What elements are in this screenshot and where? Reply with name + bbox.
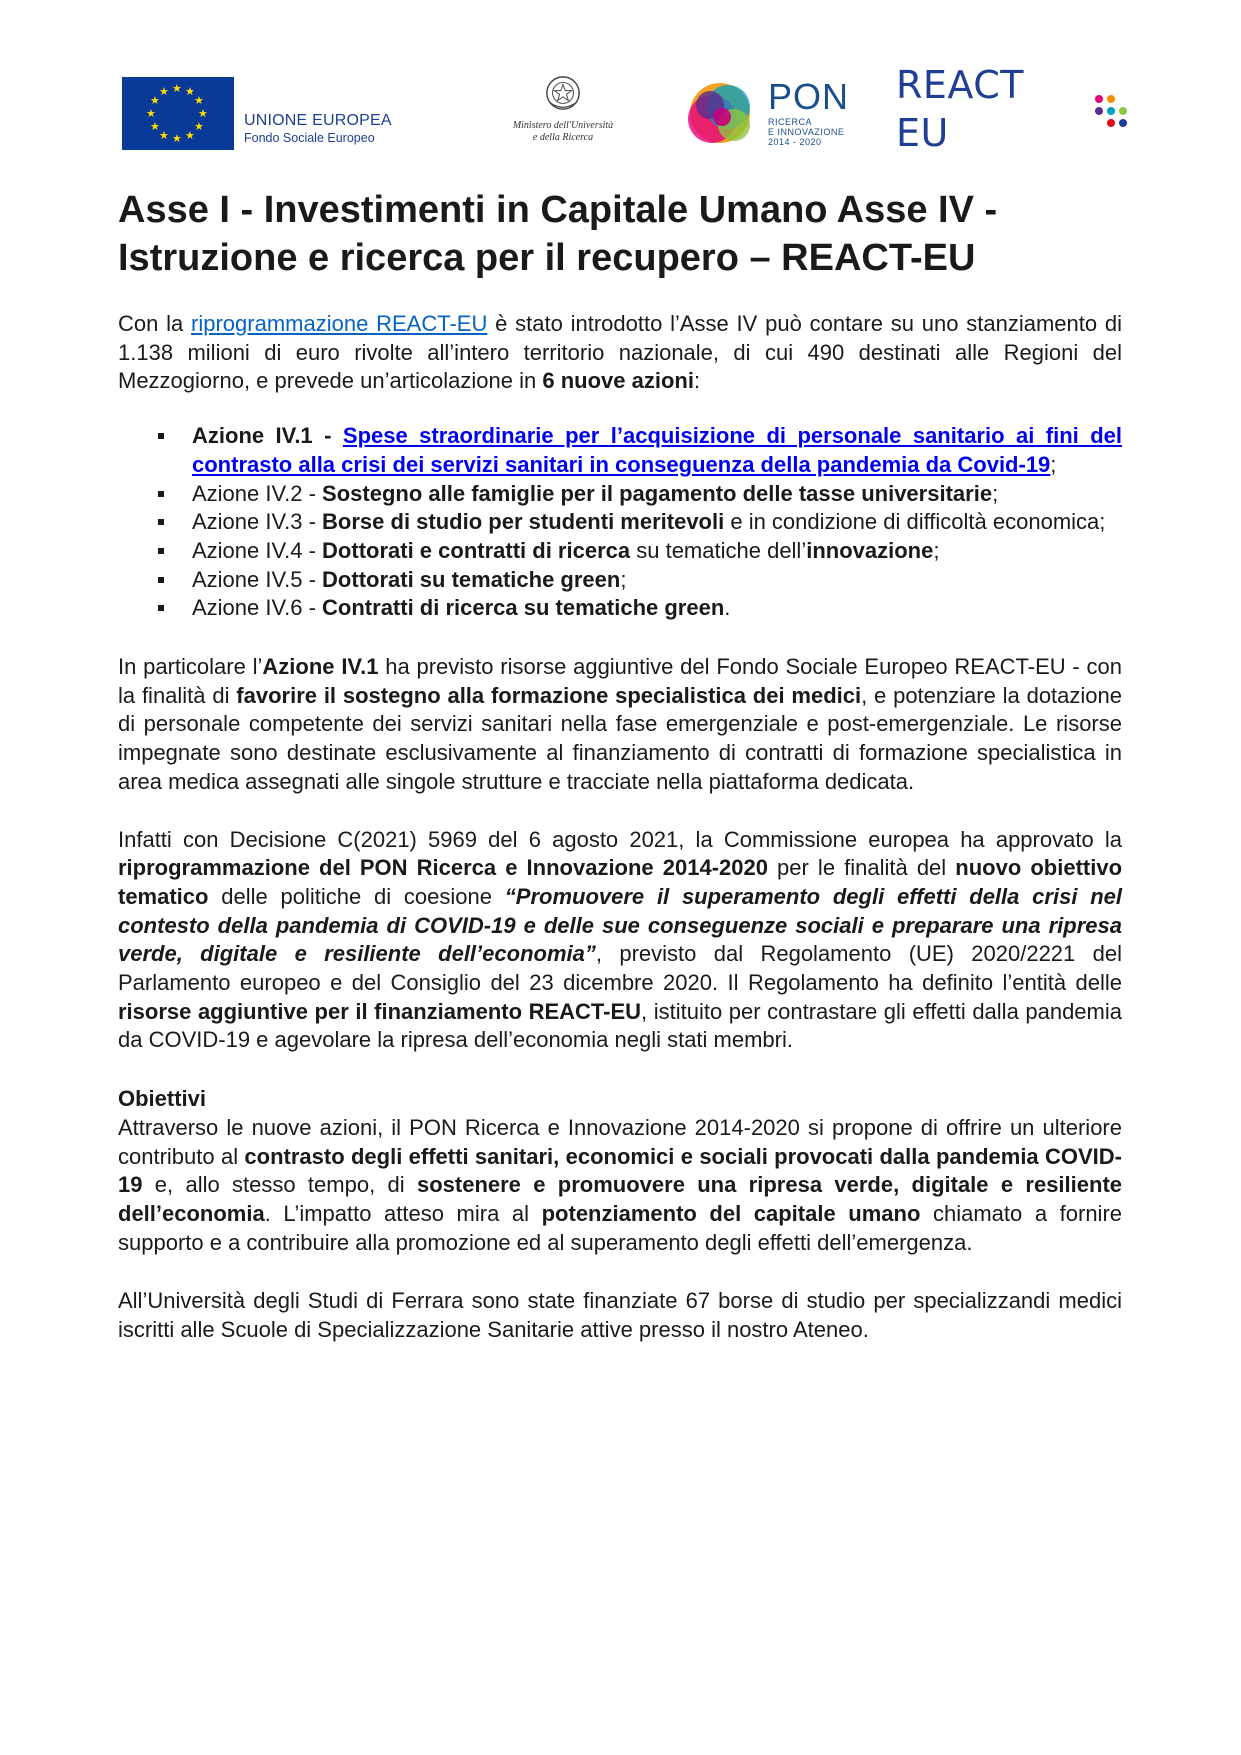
azione-title-2: innovazione [806,537,934,563]
azione-iv1-paragraph [118,653,1122,797]
azione-label: Azione IV.4 - [192,537,323,563]
list-item [192,480,1122,509]
azione-end: ; [933,537,940,563]
azione-end: ; [992,480,999,506]
azione-end: e in condizione di difficoltà economica; [724,509,1106,535]
azione-title: Dottorati e contratti di ricerca [322,537,631,563]
text-segment: ha previsto risorse aggiuntive del Fondo Sociale Europeo REACT-EU - con la finalità di [118,654,1122,708]
obiettivi-paragraph [118,1114,1122,1258]
bold-italic-quote: “Promuovere il superamento degli effetti della crisi nel contesto della pandemia di COVID-19 e delle sue conseguenze sociali e preparare una ripresa verde, digitale e resiliente dell’economia” [118,883,1122,967]
azione-mid: su tematiche dell’ [630,537,807,563]
decisione-paragraph [118,826,1122,1056]
pon-circles-icon [682,77,766,157]
intro-text-end: : [693,368,701,394]
pon-logo-line2: E INNOVAZIONE [768,127,845,137]
ferrara-paragraph: All’Università degli Studi di Ferrara sono state finanziate 67 borse di studio per specializzandi medici iscritti alle Scuole di Specializzazione Sanitarie attive presso il nostro Ateneo. [118,1288,1122,1343]
azione-label: Azione IV.6 - [192,595,323,621]
azione-iv1-link[interactable]: Spese straordinarie per l’acquisizione di personale sanitario ai fini del contrasto alla crisi dei servizi sanitari in conseguenza della pandemia da Covid-19 [192,423,1122,477]
azione-title: Sostegno alle famiglie per il pagamento delle tasse universitarie [322,480,993,506]
bold-segment: risorse aggiuntive per il finanziamento REACT-EU [118,998,642,1024]
azione-title: Dottorati su tematiche green [322,566,621,592]
bullet-icon [158,605,164,611]
react-eu-logo-text: REACT EU [896,63,1024,155]
text-segment: per le finalità del [767,855,956,881]
pon-logo [682,77,852,157]
ministry-logo-line2: e della Ricerca [532,132,594,143]
azione-label: Azione IV.1 - [192,423,343,449]
azione-title: Borse di studio per studenti meritevoli [322,509,725,535]
ministry-logo-line1: Ministero dell'Università [512,120,614,131]
azione-title: Contratti di ricerca su tematiche green [322,595,725,621]
text-segment: delle politiche di coesione [208,883,505,909]
bullet-icon [158,433,164,439]
list-item [192,537,1122,566]
bold-segment: favorire il sostegno alla formazione specialistica dei medici [236,682,862,708]
intro-text-post: è stato introdotto l’Asse IV può contare su uno stanziamento di 1.138 milioni di euro rivolte all’intero territorio nazionale, di cui 490 destinati alle Regioni del Mezzogiorno, e prevede un’articolazione in [118,311,1122,394]
azione-end: ; [1050,451,1057,477]
text-segment: chiamato a fornire supporto e a contribuire alla promozione ed al superamento degli effetti dell’emergenza. [118,1200,1123,1255]
text-segment: , previsto dal Regolamento (UE) 2020/2221 del Parlamento europeo e del Consiglio del 23 dicembre 2020. Il Regolamento ha definito l’entità delle [118,941,1123,996]
text-segment: , e potenziare la dotazione di personale competente dei servizi sanitari nella fase emergenziale e post-emergenziale. Le risorse impegnate sono destinate esclusivamente al finanziamento di contratti di formazione specialistica in area medica assegnati alle singole strutture e tracciate nella piattaforma dedicata. [118,682,1122,794]
list-item [192,422,1122,479]
header-logos [118,63,1130,158]
text-segment: . L’impatto atteso mira al [264,1200,542,1226]
bold-segment: sostenere e promuovere una ripresa verde, digitale e resiliente dell’economia [118,1172,1123,1226]
text-segment: Attraverso le nuove azioni, il PON Ricerca e Innovazione 2014-2020 si propone di offrire un ulteriore contributo al [118,1114,1122,1169]
document-body [118,186,1122,1345]
azione-label: Azione IV.5 - [192,566,323,592]
ministry-logo [488,74,638,158]
bold-segment: Azione IV.1 [262,654,379,680]
bold-segment: nuovo obiettivo tematico [118,855,1123,909]
intro-text-pre: Con la [118,311,192,336]
text-segment: Infatti con Decisione C(2021) 5969 del 6 agosto 2021, la Commissione europea ha approvato la [118,826,1122,852]
react-eu-riprogrammazione-link[interactable]: riprogrammazione REACT-EU [191,311,488,336]
bullet-icon [158,577,164,583]
bold-segment: riprogrammazione del PON Ricerca e Innovazione 2014-2020 [118,855,768,881]
bold-segment: contrasto degli effetti sanitari, economici e sociali provocati dalla pandemia COVID-19 [118,1143,1123,1198]
intro-bold: 6 nuove azioni [542,368,694,394]
text-segment: , istituito per contrastare gli effetti dalla pandemia da COVID-19 e agevolare la ripresa dell’economia negli stati membri. [118,998,1122,1053]
text-segment: In particolare l’ [118,654,263,680]
page-title: Asse I - Investimenti in Capitale Umano Asse IV - Istruzione e ricerca per il recupero – REACT-EU [118,189,998,279]
eu-logo-line1: UNIONE EUROPEA [244,112,392,129]
text-segment: e, allo stesso tempo, di [142,1172,417,1198]
list-item [192,508,1122,537]
azione-label: Azione IV.2 - [192,480,323,506]
bullet-icon [158,519,164,525]
react-dots-icon [1095,91,1130,127]
list-item [192,594,1122,623]
eu-logo [122,77,392,150]
obiettivi-heading: Obiettivi [118,1086,207,1112]
azione-end: ; [620,566,627,592]
pon-logo-line3: 2014 - 2020 [768,137,822,147]
bullet-icon [158,548,164,554]
eu-flag-icon: ★ ★ ★ ★ ★ ★ ★ ★ ★ ★ ★ ★ [122,77,234,150]
pon-logo-title: PON [768,76,850,117]
azione-label: Azione IV.3 - [192,509,323,535]
react-eu-logo [896,63,1130,155]
intro-paragraph [118,310,1122,396]
bold-segment: potenziamento del capitale umano [541,1200,921,1226]
bullet-icon [158,491,164,497]
pon-logo-line1: RICERCA [768,117,813,127]
italian-emblem-icon [544,74,582,112]
list-item [192,566,1122,595]
azione-end: . [724,595,731,621]
azioni-list [118,422,1122,623]
eu-logo-line2: Fondo Sociale Europeo [244,131,375,145]
